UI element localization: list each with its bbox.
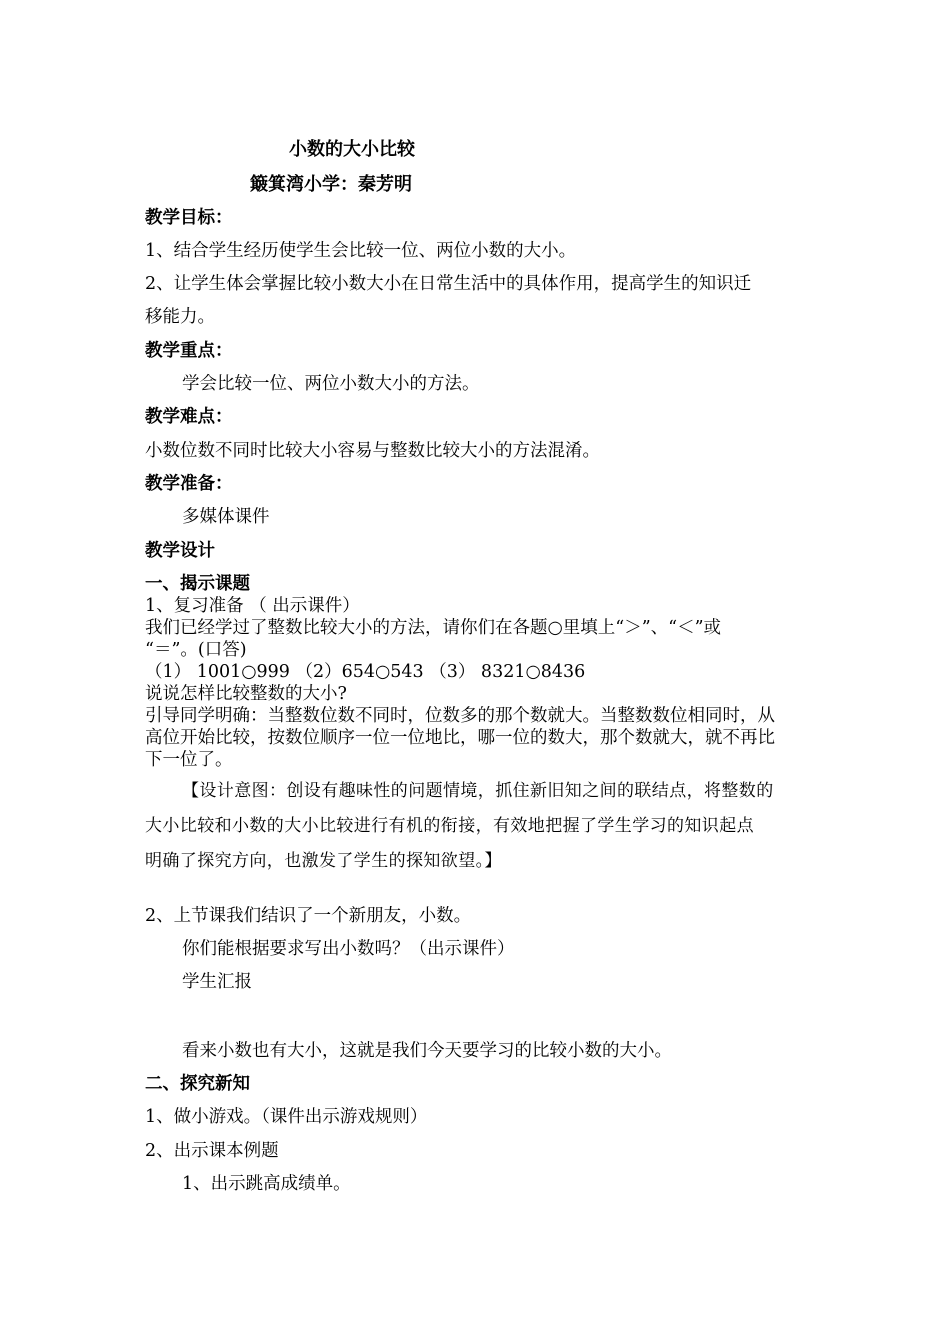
- key-point-heading: 教学重点：: [145, 341, 233, 361]
- objectives-heading: 教学目标：: [145, 208, 233, 228]
- section-1-line-2: 我们已经学过了整数比较大小的方法，请你们在各题○里填上“＞”、“＜”或: [145, 618, 722, 638]
- section-1-part-2-line-2: 你们能根据要求写出小数吗？（出示课件）: [182, 939, 515, 959]
- section-1-line-5: 说说怎样比较整数的大小?: [145, 684, 347, 704]
- design-note-line-2: 大小比较和小数的大小比较进行有机的衔接，有效地把握了学生学习的知识起点: [145, 816, 754, 836]
- section-1-heading: 一、揭示课题: [145, 574, 250, 594]
- difficulty-text: 小数位数不同时比较大小容易与整数比较大小的方法混淆。: [145, 441, 600, 461]
- section-2-line-3: 1、出示跳高成绩单。: [182, 1174, 351, 1194]
- section-1-part-2-line-1: 2、上节课我们结识了一个新朋友，小数。: [145, 906, 472, 926]
- section-2-line-2: 2、出示课本例题: [145, 1141, 279, 1161]
- section-1-line-6: 引导同学明确：当整数位数不同时，位数多的那个数就大。当整数数位相同时，从: [145, 706, 775, 726]
- objective-2-line-2: 移能力。: [145, 307, 215, 327]
- preparation-heading: 教学准备：: [145, 474, 233, 494]
- section-1-line-1: 1、复习准备 （ 出示课件）: [145, 596, 360, 616]
- section-1-line-7: 高位开始比较，按数位顺序一位一位地比，哪一位的数大，那个数就大，就不再比: [145, 728, 775, 748]
- section-1-part-2-line-3: 学生汇报: [182, 972, 252, 992]
- objective-2-line-1: 2、让学生体会掌握比较小数大小在日常生活中的具体作用，提高学生的知识迁: [145, 274, 752, 294]
- document-title: 小数的大小比较: [289, 139, 415, 160]
- objective-1: 1、结合学生经历使学生会比较一位、两位小数的大小。: [145, 241, 577, 261]
- section-2-line-1: 1、做小游戏。（课件出示游戏规则）: [145, 1107, 428, 1127]
- section-2-heading: 二、探究新知: [145, 1074, 250, 1094]
- section-1-line-3: “＝”。(口答): [145, 640, 247, 660]
- section-1-part-2-line-4: 看来小数也有大小，这就是我们今天要学习的比较小数的大小。: [182, 1041, 672, 1061]
- section-1-line-4: （1） 1001○999 （2）654○543 （3） 8321○8436: [145, 662, 586, 682]
- document-author: 簸箕湾小学：秦芳明: [250, 174, 412, 195]
- section-1-line-8: 下一位了。: [145, 750, 233, 770]
- design-note-line-1: 【设计意图：创设有趣味性的问题情境，抓住新旧知之间的联结点，将整数的: [182, 781, 774, 801]
- difficulty-heading: 教学难点：: [145, 407, 233, 427]
- design-note-line-3: 明确了探究方向，也激发了学生的探知欲望。】: [145, 851, 502, 871]
- preparation-text: 多媒体课件: [182, 507, 270, 527]
- key-point-text: 学会比较一位、两位小数大小的方法。: [182, 374, 480, 394]
- design-heading: 教学设计: [145, 541, 215, 561]
